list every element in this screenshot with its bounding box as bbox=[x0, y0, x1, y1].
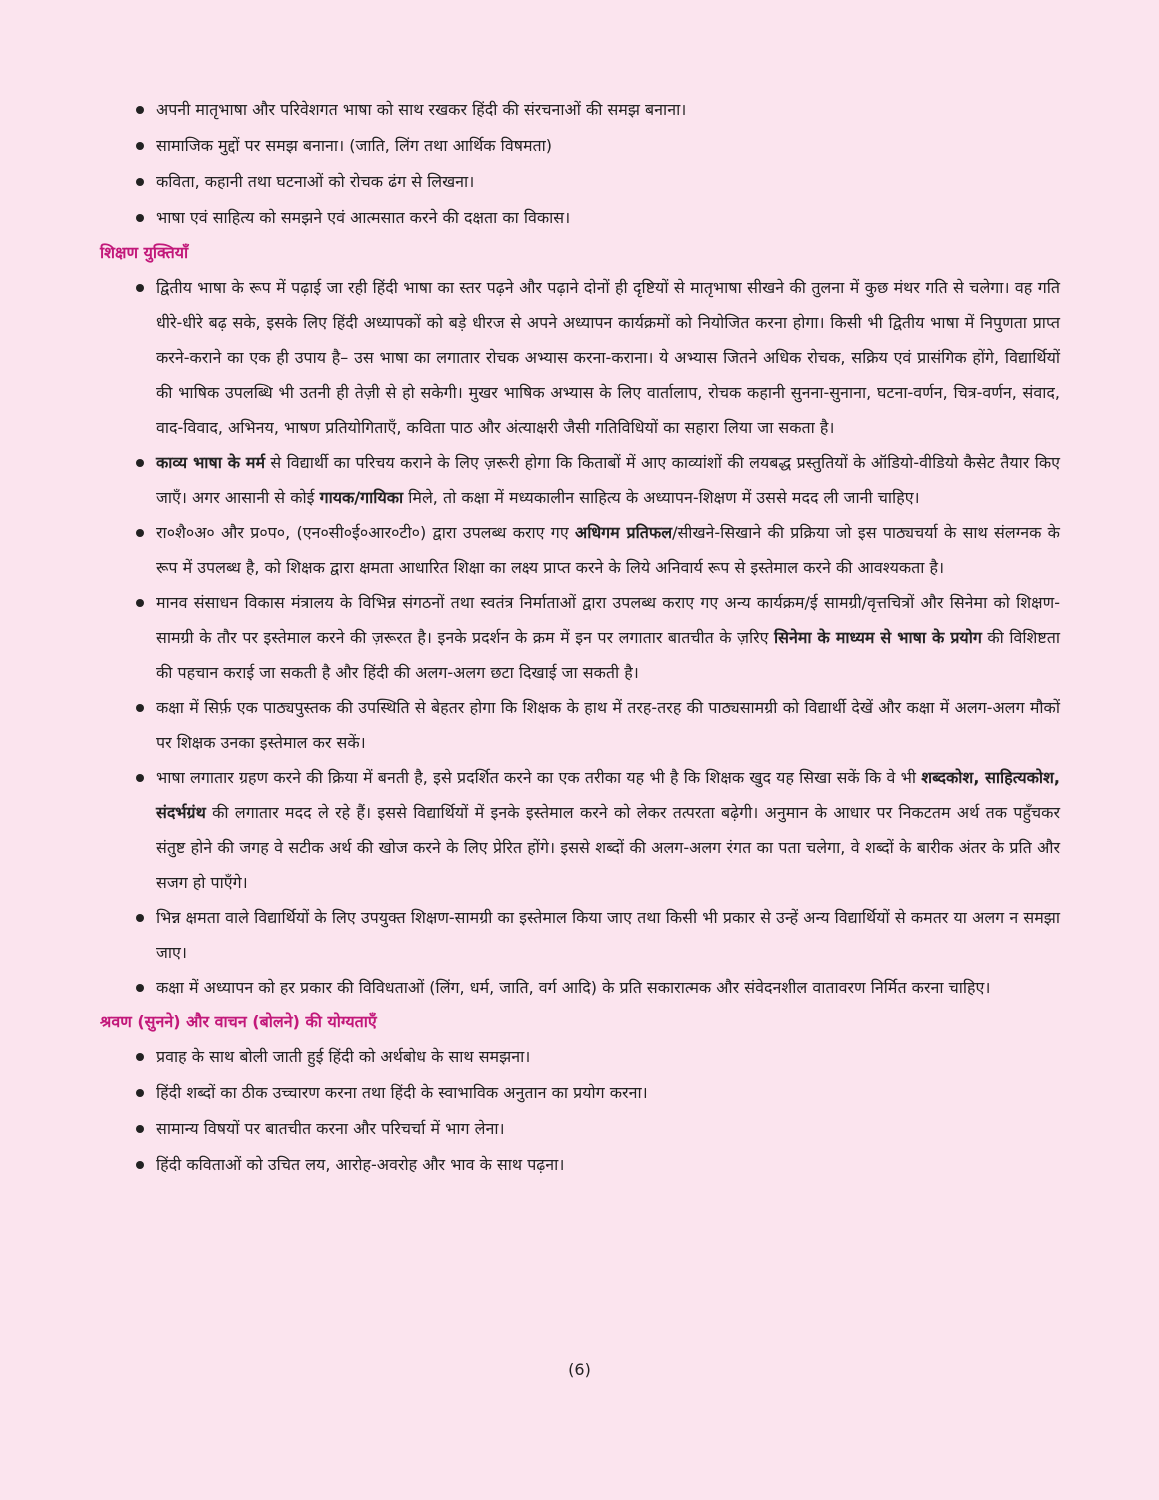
list-item: मानव संसाधन विकास मंत्रालय के विभिन्न संगठनों तथा स्वतंत्र निर्माताओं द्वारा उपलब्ध कराए गए अन्य कार्यक्रम/ई सामग्री/वृत्तचित्रों और सिनेमा को शिक्षण-सामग्री के तौर पर इस्तेमाल करने की ज़रूरत है। इनके प्रदर्शन के क्रम में इन पर लगातार बातचीत के ज़रिए सिनेमा के माध्यम से भाषा के प्रयोग की विशिष्टता की पहचान कराई जा सकती है और हिंदी की अलग-अलग छटा दिखाई जा सकती है। bbox=[134, 585, 1060, 690]
bullet-icon bbox=[136, 284, 144, 292]
bold-phrase: गायक/गायिका bbox=[319, 488, 404, 507]
bold-phrase: काव्य भाषा के मर्म bbox=[156, 453, 266, 472]
page-number: (6) bbox=[568, 1360, 591, 1379]
list-item: हिंदी कविताओं को उचित लय, आरोह-अवरोह और भाव के साथ पढ़ना। bbox=[134, 1147, 1060, 1182]
bullet-icon bbox=[136, 599, 144, 607]
list-item: कक्षा में अध्यापन को हर प्रकार की विविधताओं (लिंग, धर्म, जाति, वर्ग आदि) के प्रति सकारात्मक और संवेदनशील वातावरण निर्मित करना चाहिए। bbox=[134, 970, 1060, 1005]
list-item: भाषा एवं साहित्य को समझने एवं आत्मसात करने की दक्षता का विकास। bbox=[134, 200, 1060, 235]
bullet-icon bbox=[136, 984, 144, 992]
list-item: हिंदी शब्दों का ठीक उच्चारण करना तथा हिंदी के स्वाभाविक अनुतान का प्रयोग करना। bbox=[134, 1075, 1060, 1110]
bullet-icon bbox=[136, 1089, 144, 1097]
bullet-icon bbox=[136, 142, 144, 150]
bullet-icon bbox=[136, 106, 144, 114]
list-item: सामान्य विषयों पर बातचीत करना और परिचर्चा में भाग लेना। bbox=[134, 1111, 1060, 1146]
objectives-list bbox=[134, 92, 1060, 235]
bold-phrase: शब्दकोश, साहित्यकोश, संदर्भग्रंथ bbox=[156, 768, 1061, 822]
bullet-icon bbox=[136, 1125, 144, 1133]
list-item: सामाजिक मुद्दों पर समझ बनाना। (जाति, लिंग तथा आर्थिक विषमता) bbox=[134, 128, 1060, 163]
bullet-icon bbox=[136, 1053, 144, 1061]
listening-speaking-heading: श्रवण (सुनने) और वाचन (बोलने) की योग्यताएँ bbox=[100, 1012, 377, 1031]
list-item: भिन्न क्षमता वाले विद्यार्थियों के लिए उपयुक्त शिक्षण-सामग्री का इस्तेमाल किया जाए तथा किसी भी प्रकार से उन्हें अन्य विद्यार्थियों से कमतर या अलग न समझा जाए। bbox=[134, 900, 1060, 970]
bold-phrase: सिनेमा के माध्यम से भाषा के प्रयोग bbox=[774, 628, 982, 647]
bullet-icon bbox=[136, 704, 144, 712]
list-item: कविता, कहानी तथा घटनाओं को रोचक ढंग से लिखना। bbox=[134, 164, 1060, 199]
bullet-icon bbox=[136, 914, 144, 922]
list-item: कक्षा में सिर्फ़ एक पाठ्यपुस्तक की उपस्थिति से बेहतर होगा कि शिक्षक के हाथ में तरह-तरह की पाठ्यसामग्री को विद्यार्थी देखें और कक्षा में अलग-अलग मौकों पर शिक्षक उनका इस्तेमाल कर सकें। bbox=[134, 690, 1060, 760]
teaching-tips-heading: शिक्षण युक्तियाँ bbox=[100, 243, 189, 262]
bold-phrase: अधिगम प्रतिफल bbox=[574, 523, 673, 542]
bullet-icon bbox=[136, 459, 144, 467]
list-item: काव्य भाषा के मर्म से विद्यार्थी का परिचय कराने के लिए ज़रूरी होगा कि किताबों में आए काव्यांशों की लयबद्ध प्रस्तुतियों के ऑडियो-वीडियो कैसेट तैयार किए जाएँ। अगर आसानी से कोई गायक/गायिका मिले, तो कक्षा में मध्यकालीन साहित्य के अध्यापन-शिक्षण में उससे मदद ली जानी चाहिए। bbox=[134, 445, 1060, 515]
listening-speaking-list bbox=[134, 1039, 1060, 1182]
list-item: द्वितीय भाषा के रूप में पढ़ाई जा रही हिंदी भाषा का स्तर पढ़ने और पढ़ाने दोनों ही दृष्टियों से मातृभाषा सीखने की तुलना में कुछ मंथर गति से चलेगा। वह गति धीरे-धीरे बढ़ सके, इसके लिए हिंदी अध्यापकों को बड़े धीरज से अपने अध्यापन कार्यक्रमों को नियोजित करना होगा। किसी भी द्वितीय भाषा में निपुणता प्राप्त करने-कराने का एक ही उपाय है– उस भाषा का लगातार रोचक अभ्यास करना-कराना। ये अभ्यास जितने अधिक रोचक, सक्रिय एवं प्रासंगिक होंगे, विद्यार्थियों की भाषिक उपलब्धि भी उतनी ही तेज़ी से हो सकेगी। मुखर भाषिक अभ्यास के लिए वार्तालाप, रोचक कहानी सुनना-सुनाना, घटना-वर्णन, चित्र-वर्णन, संवाद, वाद-विवाद, अभिनय, भाषण प्रतियोगिताएँ, कविता पाठ और अंत्याक्षरी जैसी गतिविधियों का सहारा लिया जा सकता है। bbox=[134, 270, 1060, 445]
bullet-icon bbox=[136, 529, 144, 537]
bullet-icon bbox=[136, 1161, 144, 1169]
bullet-icon bbox=[136, 178, 144, 186]
list-item: अपनी मातृभाषा और परिवेशगत भाषा को साथ रखकर हिंदी की संरचनाओं की समझ बनाना। bbox=[134, 92, 1060, 127]
bullet-icon bbox=[136, 774, 144, 782]
list-item: प्रवाह के साथ बोली जाती हुई हिंदी को अर्थबोध के साथ समझना। bbox=[134, 1039, 1060, 1074]
bullet-icon bbox=[136, 214, 144, 222]
list-item: भाषा लगातार ग्रहण करने की क्रिया में बनती है, इसे प्रदर्शित करने का एक तरीका यह भी है कि शिक्षक खुद यह सिखा सकें कि वे भी शब्दकोश, साहित्यकोश, संदर्भग्रंथ की लगातार मदद ले रहे हैं। इससे विद्यार्थियों में इनके इस्तेमाल करने को लेकर तत्परता बढ़ेगी। अनुमान के आधार पर निकटतम अर्थ तक पहुँचकर संतुष्ट होने की जगह वे सटीक अर्थ की खोज करने के लिए प्रेरित होंगे। इससे शब्दों की अलग-अलग रंगत का पता चलेगा, वे शब्दों के बारीक अंतर के प्रति और सजग हो पाएँगे। bbox=[134, 760, 1060, 900]
list-item: रा०शै०अ० और प्र०प०, (एन०सी०ई०आर०टी०) द्वारा उपलब्ध कराए गए अधिगम प्रतिफल/सीखने-सिखाने की प्रक्रिया जो इस पाठ्यचर्या के साथ संलग्नक के रूप में उपलब्ध है, को शिक्षक द्वारा क्षमता आधारित शिक्षा का लक्ष्य प्राप्त करने के लिये अनिवार्य रूप से इस्तेमाल करने की आवश्यकता है। bbox=[134, 515, 1060, 585]
page-content bbox=[100, 92, 1060, 1183]
teaching-tips-list bbox=[134, 270, 1060, 1005]
